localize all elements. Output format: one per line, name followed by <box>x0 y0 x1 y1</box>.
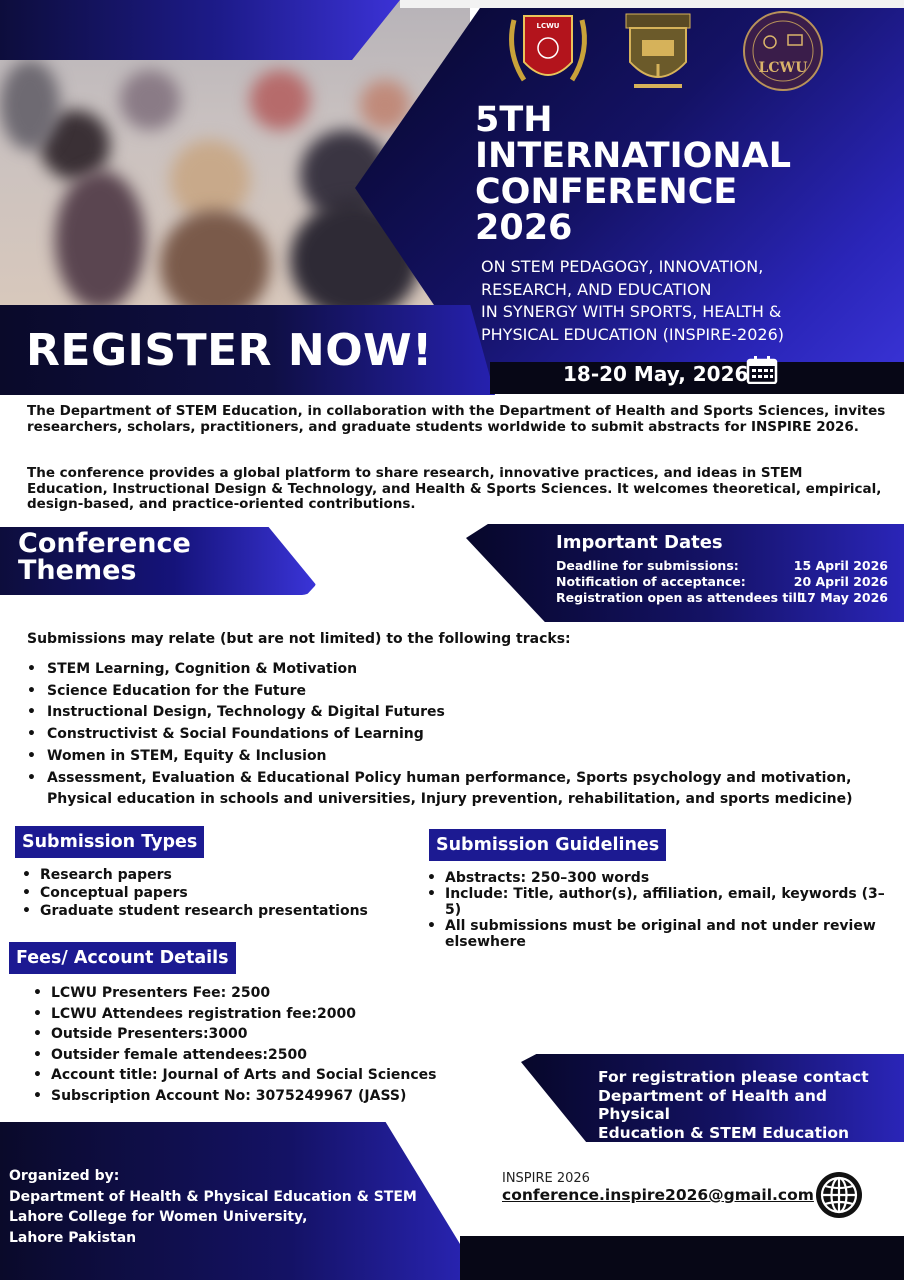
themes-heading <box>18 530 191 584</box>
submission-types-heading: Submission Types <box>15 826 204 858</box>
list-item: • Instructional Design, Technology & Digital Futures <box>27 702 857 724</box>
organizer-info <box>9 1166 429 1248</box>
list-item: • Account title: Journal of Arts and Social Sciences <box>31 1065 501 1086</box>
subtitle-line: ON STEM PEDAGOGY, INNOVATION, <box>481 257 764 276</box>
fees-list <box>31 983 501 1106</box>
conference-title <box>475 102 895 246</box>
tracks-intro: Submissions may relate (but are not limited) to the following tracks: <box>27 631 571 647</box>
list-item: • All submissions must be original and not under review elsewhere <box>425 918 900 950</box>
list-item: • Research papers <box>20 866 410 884</box>
list-item: • Women in STEM, Equity & Inclusion <box>27 746 857 768</box>
submission-types-list <box>20 866 410 920</box>
stem-department-logo <box>742 10 824 92</box>
list-item: • Science Education for the Future <box>27 681 857 703</box>
subtitle-line: PHYSICAL EDUCATION (INSPIRE-2026) <box>481 324 785 344</box>
submission-guidelines-list <box>425 870 900 950</box>
themes-heading-line: Themes <box>18 555 137 586</box>
conference-dates: 18-20 May, 2026 <box>563 362 749 386</box>
list-item: • Abstracts: 250–300 words <box>425 870 900 886</box>
header-accent-bar <box>0 0 400 60</box>
university-crest-logo <box>620 10 696 96</box>
date-value: 20 April 2026 <box>793 574 888 589</box>
list-item: • Outside Presenters:3000 <box>31 1024 501 1045</box>
sports-department-logo <box>502 10 594 94</box>
list-item: • Subscription Account No: 3075249967 (JASS) <box>31 1086 501 1107</box>
organizer-line: Lahore Pakistan <box>9 1229 137 1246</box>
intro-paragraph: The Department of STEM Education, in collaboration with the Department of Health and Sports Sciences, invites researchers, scholars, practitioners, and graduate students worldwide to submit abstracts for INSPIRE 2026. <box>27 403 886 435</box>
list-item: • LCWU Presenters Fee: 2500 <box>31 983 501 1004</box>
subtitle-line: RESEARCH, AND EDUCATION <box>481 279 712 299</box>
organizer-line: Organized by: <box>9 1168 120 1184</box>
list-item: • Include: Title, author(s), affiliation, email, keywords (3–5) <box>425 886 900 918</box>
contact-line: Education & STEM Education <box>598 1123 849 1142</box>
contact-email-link[interactable]: conference.inspire2026@gmail.com <box>502 1186 814 1204</box>
contact-text <box>598 1068 903 1142</box>
organizer-line: Department of Health & Physical Education & STEM <box>9 1188 417 1205</box>
intro-paragraph: The conference provides a global platform to share research, innovative practices, and ideas in STEM Education, Instructional Design & Technology, and Health & Sports Sciences. It welcomes theoretical, empirical, design-based, and practice-oriented contributions. <box>27 465 882 512</box>
date-label: Deadline for submissions: <box>556 558 739 573</box>
date-value: 15 April 2026 <box>793 558 888 573</box>
top-strip <box>400 0 904 8</box>
list-item: • Assessment, Evaluation & Educational Policy human performance, Sports psychology and motivation, Physical education in schools and universities, Injury prevention, rehabilitation, and sports medicine) <box>27 768 857 811</box>
list-item: • Constructivist & Social Foundations of Learning <box>27 724 857 746</box>
important-dates-heading: Important Dates <box>556 532 723 553</box>
date-label: Registration open as attendees till <box>556 590 802 605</box>
svg-text:LCWU: LCWU <box>536 22 560 30</box>
conference-subtitle <box>481 256 901 346</box>
subtitle-line: IN SYNERGY WITH SPORTS, HEALTH & <box>481 302 782 321</box>
themes-heading-line: Conference <box>18 528 191 559</box>
fees-heading: Fees/ Account Details <box>9 942 236 974</box>
inspire-label: INSPIRE 2026 <box>502 1171 590 1186</box>
contact-line: Department of Health and Physical <box>598 1086 827 1123</box>
date-value: 17 May 2026 <box>798 590 888 605</box>
submission-guidelines-heading: Submission Guidelines <box>429 829 666 861</box>
title-line: INTERNATIONAL <box>475 136 792 176</box>
globe-icon <box>815 1171 863 1219</box>
list-item: • Graduate student research presentations <box>20 902 410 920</box>
svg-text:LCWU: LCWU <box>758 60 808 76</box>
list-item: • Outsider female attendees:2500 <box>31 1045 501 1066</box>
list-item: • Conceptual papers <box>20 884 410 902</box>
title-line: CONFERENCE <box>475 172 738 212</box>
footer-bar <box>460 1236 904 1280</box>
calendar-icon <box>746 356 778 384</box>
organizer-line: Lahore College for Women University, <box>9 1209 308 1225</box>
register-now-heading: REGISTER NOW! <box>26 325 433 376</box>
date-label: Notification of acceptance: <box>556 574 746 589</box>
list-item: • LCWU Attendees registration fee:2000 <box>31 1004 501 1025</box>
title-line: 5TH <box>475 100 553 140</box>
list-item: • STEM Learning, Cognition & Motivation <box>27 659 857 681</box>
tracks-list <box>27 659 857 811</box>
title-line: 2026 <box>475 208 573 248</box>
contact-line: For registration please contact <box>598 1068 869 1086</box>
